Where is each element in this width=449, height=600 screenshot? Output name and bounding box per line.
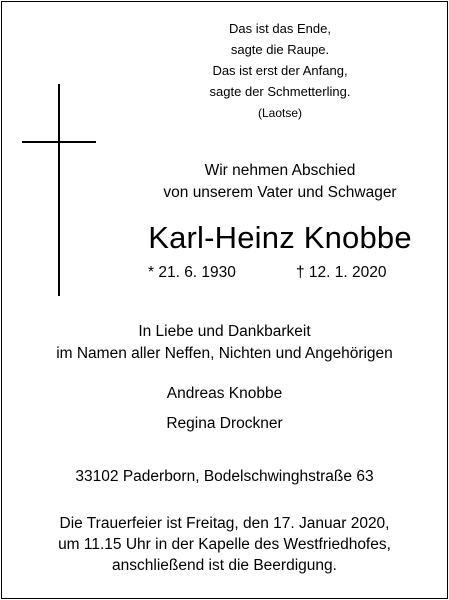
farewell-intro <box>130 160 430 204</box>
funeral-details <box>0 513 449 576</box>
mourner-name: Andreas Knobbe <box>166 385 283 402</box>
quote-line: sagte die Raupe. <box>230 42 330 57</box>
address: 33102 Paderborn, Bodelschwinghstraße 63 <box>75 468 374 485</box>
funeral-line: um 11.15 Uhr in der Kapelle des Westfriedhofes, <box>58 536 391 553</box>
funeral-line: anschließend ist die Beerdigung. <box>112 557 337 574</box>
cross-icon-vertical-bar <box>58 84 60 296</box>
statement-line: In Liebe und Dankbarkeit <box>138 323 311 340</box>
mourners-statement <box>0 321 449 365</box>
cross-icon-horizontal-bar <box>22 141 96 143</box>
intro-line: Wir nehmen Abschied <box>204 162 356 179</box>
funeral-line: Die Trauerfeier ist Freitag, den 17. Januar 2020, <box>59 515 390 532</box>
statement-line: im Namen aller Neffen, Nichten und Angehörigen <box>56 345 393 362</box>
quote-line: Das ist erst der Anfang, <box>212 63 348 78</box>
quote-line: Das ist das Ende, <box>229 21 331 36</box>
mourner-names <box>0 379 449 439</box>
intro-line: von unserem Vater und Schwager <box>163 184 397 201</box>
mourner-name: Regina Drockner <box>166 415 283 432</box>
quote-author: (Laotse) <box>257 106 303 120</box>
death-date: † 12. 1. 2020 <box>296 264 387 281</box>
deceased-name: Karl-Heinz Knobbe <box>148 220 412 255</box>
quote <box>130 18 430 102</box>
birth-date: * 21. 6. 1930 <box>148 264 236 281</box>
quote-line: sagte der Schmetterling. <box>209 84 351 99</box>
